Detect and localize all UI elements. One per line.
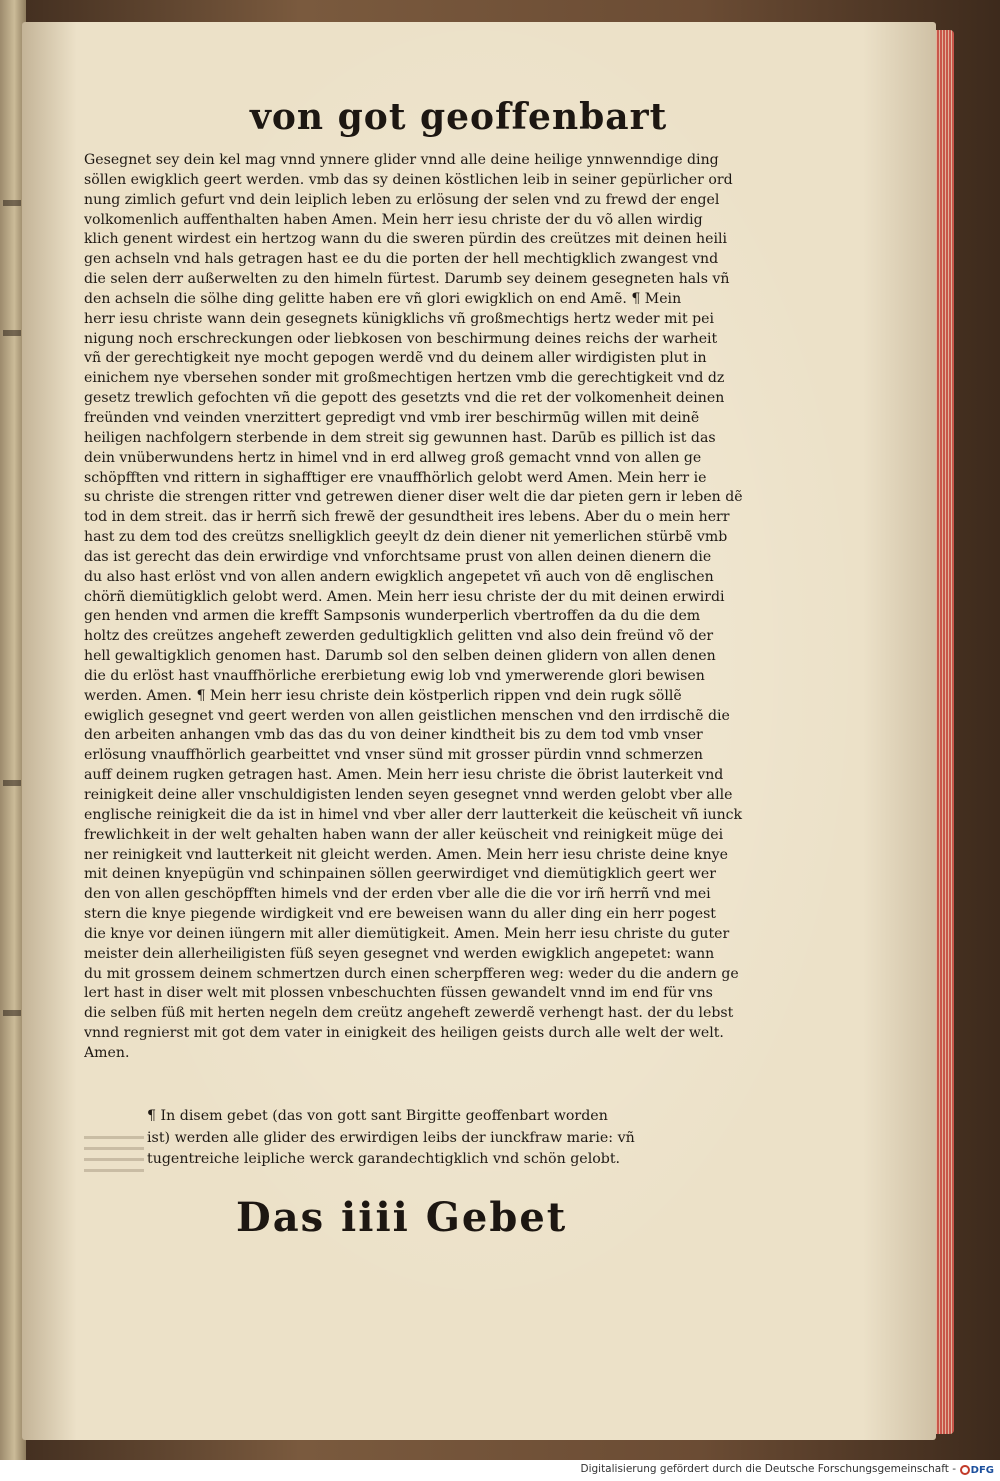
text-line: Amen. — [84, 1044, 130, 1061]
closing-text-line: ¶ In disem gebet (das von gott sant Birgitte geoffenbart worden — [147, 1108, 608, 1124]
text-line: meister dein allerheiligisten füß seyen gesegnet vnd werden ewigklich angepetet: wann — [84, 945, 715, 962]
bleed-mark — [3, 330, 21, 336]
text-line: die selben füß mit herten negeln dem creütz angeheft zewerdẽ verhengt hast. der du lebst — [84, 1005, 734, 1022]
text-line: herr iesu christe wann dein gesegnets künigklichs vñ großmechtigs hertz weder mit pei — [84, 310, 715, 327]
page-stack-edge — [934, 30, 954, 1434]
text-line: das ist gerecht das dein erwirdige vnd vnforchtsame prust von allen deinen dienern die — [84, 548, 712, 565]
text-line: mit deinen knyepügün vnd schinpainen söllen geerwirdiget vnd diemütigklich geert wer — [84, 866, 716, 883]
text-line: du also hast erlöst vnd von allen andern ewigklich angepetet vñ auch von dẽ englischen — [84, 568, 714, 585]
digitization-credit: Digitalisierung gefördert durch die Deutsche Forschungsgemeinschaft - — [580, 1463, 956, 1475]
text-line: nigung noch erschreckungen oder liebkosen von beschirmung deines reichs der warheit — [84, 330, 718, 347]
running-header: von got geoffenbart — [250, 96, 668, 138]
bleed-mark — [3, 1010, 21, 1016]
closing-paragraph — [147, 1106, 692, 1171]
prayer-body-text — [84, 151, 774, 1064]
text-line: Gesegnet sey dein kel mag vnnd ynnere glider vnnd alle deine heilige ynnwenndige ding — [84, 152, 719, 168]
text-line: werden. Amen. ¶ Mein herr iesu christe dein köstperlich rippen vnd dein rugk söllẽ — [84, 687, 682, 704]
dfg-swirl-icon — [960, 1465, 970, 1475]
text-line: heiligen nachfolgern sterbende in dem streit sig gewunnen hast. Darūb es pillich ist das — [84, 429, 716, 446]
text-line: stern die knye piegende wirdigkeit vnd ere beweisen wann du aller ding ein herr pogest — [84, 906, 716, 923]
dfg-logo — [960, 1463, 994, 1477]
text-line: reinigkeit deine aller vnschuldigisten lenden seyen gesegnet vnnd werden gelobt vber alle — [84, 787, 733, 803]
closing-text-line: ist) werden alle glider des erwirdigen leibs der iunckfraw marie: vñ — [147, 1129, 635, 1146]
next-prayer-heading: Das iiii Gebet — [236, 1194, 568, 1241]
text-line: erlösung vnauffhörlich gearbeittet vnd vnser sünd mit grosser pürdin vnnd schmerzen — [84, 747, 704, 764]
text-line: schöpfften vnd rittern in sighafftiger ere vnauffhörlich gelobt werd Amen. Mein herr ie — [84, 469, 707, 486]
text-line: volkomenlich auffenthalten haben Amen. Mein herr iesu christe der du võ allen wirdig — [84, 211, 703, 228]
text-line: su christe die strengen ritter vnd getrewen diener diser welt die dar pieten gern ir leben dẽ — [84, 489, 743, 506]
text-line: gen henden vnd armen die krefft Sampsonis wunderperlich vbertroffen da du die dem — [84, 608, 701, 625]
text-line: tod in dem streit. das ir herrñ sich frewẽ der gesundtheit ires lebens. Aber du o mein herr — [84, 509, 730, 526]
text-line: den achseln die sölhe ding gelitte haben ere vñ glori ewigklich on end Amẽ. ¶ Mein — [84, 290, 682, 307]
text-line: englische reinigkeit die da ist in himel vnd vber aller derr lautterkeit die keüscheit vñ iunck — [84, 806, 743, 823]
dfg-logo-text: DFG — [970, 1464, 994, 1476]
text-line: die selen derr außerwelten zu den himeln fürtest. Darumb sey deinem gesegneten hals vñ — [84, 271, 730, 288]
text-line: chörñ diemütigklich gelobt werd. Amen. Mein herr iesu christe der du mit deinen erwirdi — [84, 588, 725, 605]
text-line: den von allen geschöpfften himels vnd der erden vber alle die die vor irñ herrñ vnd mei — [84, 886, 711, 903]
text-line: söllen ewigklich geert werden. vmb das sy deinen köstlichen leib in seiner gepürlicher ord — [84, 171, 733, 188]
show-through-marks — [84, 1128, 144, 1188]
text-line: freünden vnd veinden vnerzittert gepredigt vnd vmb irer beschirmūg willen mit deinẽ — [84, 409, 700, 426]
text-line: frewlichkeit in der welt gehalten haben wann der aller keüscheit vnd reinigkeit müge dei — [84, 826, 724, 843]
bleed-mark — [3, 780, 21, 786]
text-line: vnnd regnierst mit got dem vater in einigkeit des heiligen geists durch alle welt der welt. — [84, 1025, 724, 1042]
text-line: du mit grossem deinem schmertzen durch einen scherpfferen weg: weder du die andern ge — [84, 965, 739, 982]
text-line: klich genent wirdest ein hertzog wann du die sweren pürdin des creützes mit deinen heili — [84, 231, 727, 248]
text-line: vñ der gerechtigkeit nye mocht gepogen werdẽ vnd du deinem aller wirdigisten plut in — [84, 350, 707, 367]
text-line: hell gewaltigklich genomen hast. Darumb sol den selben deinen glidern von allen denen — [84, 648, 716, 665]
text-line: dein vnüberwundens hertz in himel vnd in erd allweg groß gemacht vnnd von allen ge — [84, 449, 702, 466]
text-line: hast zu dem tod des creützs snelligklich geeylt dz dein diener nit yemerlichen stürbẽ vmb — [84, 529, 728, 546]
text-line: den arbeiten anhangen vmb das das du von deiner kindtheit bis zu dem tod vmb vnser — [84, 727, 703, 744]
closing-text-line: tugentreiche leipliche werck garandechtigklich vnd schön gelobt. — [147, 1151, 621, 1167]
text-line: gen achseln vnd hals getragen hast ee du die porten der hell mechtigklich zwangest vnd — [84, 251, 719, 268]
text-line: holtz des creützes angeheft zewerden gedultigklich gelitten vnd also dein freünd võ der — [84, 628, 714, 645]
text-line: die knye vor deinen iüngern mit aller diemütigkeit. Amen. Mein herr iesu christe du guter — [84, 925, 730, 942]
text-line: einichem nye vbersehen sonder mit großmechtigen hertzen vmb die gerechtigkeit vnd dz — [84, 370, 725, 387]
text-line: ner reinigkeit vnd lautterkeit nit gleicht werden. Amen. Mein herr iesu christe deine knye — [84, 846, 728, 863]
text-line: lert hast in diser welt mit plossen vnbeschuchten füssen gewandelt vnnd im end für vns — [84, 985, 713, 1002]
text-line: ewiglich gesegnet vnd geert werden von allen geistlichen menschen vnd den irrdischẽ die — [84, 707, 730, 724]
text-line: die du erlöst hast vnauffhörliche ererbietung ewig lob vnd ymerwerende glori bewisen — [84, 667, 705, 684]
bleed-mark — [3, 200, 21, 206]
text-line: auff deinem rugken getragen hast. Amen. Mein herr iesu christe die öbrist lauterkeit vnd — [84, 767, 724, 784]
text-line: nung zimlich gefurt vnd dein leiplich leben zu erlösung der selen vnd zu frewd der engel — [84, 191, 720, 208]
text-line: gesetz trewlich gefochten vñ die gepott des gesetzts vnd die ret der volkomenheit deinen — [84, 390, 725, 407]
